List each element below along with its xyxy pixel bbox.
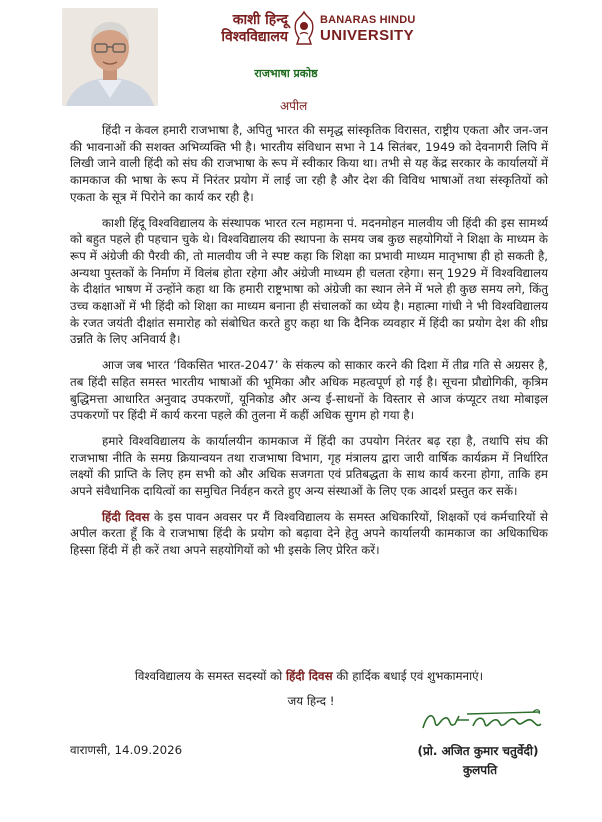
office-name: राजभाषा प्रकोष्ठ xyxy=(254,67,318,80)
logo-hindi-line1: काशी हिन्दू xyxy=(232,12,288,28)
paragraph-text: के इस पावन अवसर पर मैं विश्वविद्यालय के समस्त अधिकारियों, शिक्षकों एवं कर्मचारियों से अपील करता हूँ कि वे राजभाषा हिंदी के प्रयोग को बढ़ावा देने हेतु अपने कार्यालयी कामकाज का अधिकाधिक हिस्सा हिंदी में ही करें तथा अपने सहयोगियों को भी इसके लिए प्रेरित करें। xyxy=(70,509,548,558)
vice-chancellor-photo xyxy=(62,8,158,106)
paragraph-text: आज जब भारत ‘विकसित भारत-2047’ के संकल्प को साकार करने की दिशा में तीव्र गति से अग्रसर है, तब हिंदी सहित समस्त भारतीय भाषाओं की भूमिका और अधिक महत्वपूर्ण हो गई है। सूचना प्रौद्योगिकी, कृत्रिम बुद्धिमत्ता आधारित अनुवाद उपकरणों, यूनिकोड और अन्य ई-साधनों के विस्तार से आज कंप्यूटर तथा मोबाइल उपकरणों पर हिंदी में कार्य करना पहले की तुलना में कहीं अधिक सुगम हो गया है। xyxy=(70,358,548,423)
body-paragraph xyxy=(70,509,548,559)
paragraph-text: काशी हिंदू विश्वविद्यालय के संस्थापक भारत रत्न महामना पं. मदनमोहन मालवीय जी हिंदी की इस सामर्थ्य को बहुत पहले ही पहचान चुके थे। विश्वविद्यालय की स्थापना के समय जब कुछ सहयोगियों ने शिक्षा के माध्यम के रूप में अंग्रेजी की पैरवी की, तो मालवीय जी ने स्पष्ट कहा कि शिक्षा का प्रभावी माध्यम मातृभाषा ही हो सकती है, अन्यथा पुस्तकों के निर्माण में विलंब होता रहेगा और अंग्रेजी माध्यम ही चलता रहेगा। सन् 1929 में विश्वविद्यालय के दीक्षांत भाषण में उन्होंने कहा था कि हमारी राष्ट्रभाषा को अंग्रेजी का स्थान लेने में भले ही कुछ समय लगे, किंतु उच्च कक्षाओं में भी हिंदी को शिक्षा का माध्यम बनाना ही संचालकों का ध्येय है। महात्मा गांधी ने भी विश्वविद्यालय के रजत जयंती दीक्षांत समारोह को संबोधित करते हुए कहा था कि दैनिक व्यवहार में हिंदी का प्रयोग देश की शीघ्र उन्नति के लिए अनिवार्य है। xyxy=(70,215,548,347)
university-seal-icon xyxy=(292,10,316,50)
logo-hindi-line2: विश्वविद्यालय xyxy=(221,29,288,45)
logo-english-line2: UNIVERSITY xyxy=(320,27,415,44)
greeting-text-before: विश्वविद्यालय के समस्त सदस्यों को xyxy=(134,669,286,683)
paragraph-text: हमारे विश्वविद्यालय के कार्यालयीन कामकाज में हिंदी का उपयोग निरंतर बढ़ रहा है, तथापि संघ की राजभाषा नीति के समग्र क्रियान्वयन तथा राजभाषा विभाग, गृह मंत्रालय द्वारा जारी वार्षिक कार्यक्रम में निर्धारित लक्ष्यों की प्राप्ति के लिए हम सभी को और अधिक सजगता एवं प्रतिबद्धता के साथ कार्य करना होगा, ताकि हम अपने संवैधानिक दायित्वों का समुचित निर्वहन करते हुए अन्य संस्थाओं के लिए एक आदर्श प्रस्तुत कर सकें। xyxy=(70,433,548,499)
university-logo xyxy=(208,10,418,50)
body-paragraph xyxy=(70,215,548,349)
closing-salutation: जय हिन्द ! xyxy=(287,694,335,708)
body-paragraph xyxy=(70,357,548,424)
letter-body xyxy=(70,122,548,568)
signer-name: (प्रो. अजित कुमार चतुर्वेदी) xyxy=(417,744,539,758)
place-date: वाराणसी, 14.09.2026 xyxy=(70,743,183,757)
greeting-line xyxy=(70,668,548,684)
logo-hindi-text xyxy=(208,12,288,46)
paragraph-text: हिंदी न केवल हमारी राजभाषा है, अपितु भारत की समृद्ध सांस्कृतिक विरासत, राष्ट्रीय एकता और जन-जन की भावनाओं की सशक्त अभिव्यक्ति भी है। भारतीय संविधान सभा ने 14 सितंबर, 1949 को देवनागरी लिपि में लिखी जाने वाली हिंदी को संघ की राजभाषा के रूप में स्वीकार किया था। तभी से यह केंद्र सरकार के कार्यालयों में कामकाज की भाषा के रूप में निरंतर प्रयोग में लाई जा रही है और देश की विविध भाषाओं तथा संस्कृतियों को एकता के सूत्र में पिरोने का कार्य कर रही है। xyxy=(70,123,548,204)
greeting-highlight: हिंदी दिवस xyxy=(285,669,333,683)
highlighted-text: हिंदी दिवस xyxy=(102,509,150,524)
signer-designation: कुलपति xyxy=(462,763,498,777)
handwritten-signature xyxy=(417,706,547,738)
logo-english-line1: BANARAS HINDU xyxy=(320,14,416,26)
logo-english-text xyxy=(320,14,416,44)
body-paragraph xyxy=(70,433,548,500)
greeting-text-after: की हार्दिक बधाई एवं शुभकामनाएं। xyxy=(332,669,484,683)
body-paragraph xyxy=(70,122,548,206)
letter-title: अपील xyxy=(280,99,308,113)
